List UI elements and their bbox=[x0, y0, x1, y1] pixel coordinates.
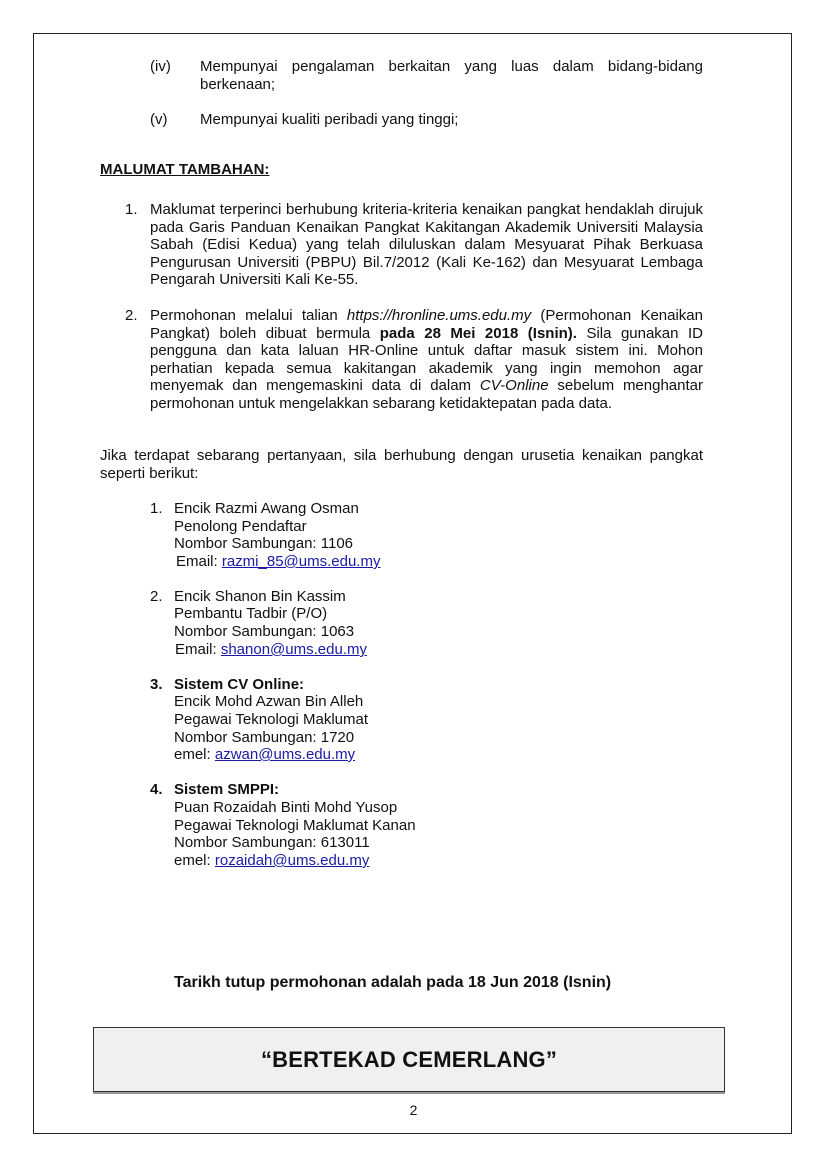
section-heading: MALUMAT TAMBAHAN: bbox=[100, 161, 270, 178]
contact-email-link-2[interactable]: shanon@ums.edu.my bbox=[220, 641, 367, 658]
info-item-2-part3: Sila gunakan ID pengguna dan kata laluan HR-Online untuk daftar masuk sistem ini. Mohon perhatian kepada semua kakitangan akademik yang ingin memohon agar menyemak dan mengemaskini data di dalam bbox=[150, 324, 703, 395]
contact-extension-3: Nombor Sambungan: 1720 bbox=[174, 729, 355, 746]
info-item-2-part2: (Permohonan Kenaikan Pangkat) boleh dibuat bermula bbox=[150, 307, 703, 342]
page-number: 2 bbox=[409, 1102, 418, 1118]
contact-title-4: Sistem SMPPI: bbox=[174, 781, 280, 798]
criteria-text-iv: Mempunyai pengalaman berkaitan yang luas dalam bidang-bidang berkenaan; bbox=[200, 58, 703, 93]
criteria-marker-iv: (iv) bbox=[150, 58, 171, 75]
contact-name-3: Encik Mohd Azwan Bin Alleh bbox=[174, 693, 364, 710]
info-item-number-1: 1. bbox=[125, 201, 138, 218]
closing-date: Tarikh tutup permohonan adalah pada 18 Jun 2018 (Isnin) bbox=[174, 974, 612, 991]
info-item-text-1: Maklumat terperinci berhubung kriteria-kriteria kenaikan pangkat hendaklah dirujuk pada Garis Panduan Kenaikan Pangkat Kakitangan Akademik Universiti Malaysia Sabah (Edisi Kedua) yang telah diluluskan dalam Mesyuarat Pihak Berkuasa Pengurusan Universiti (PBPU) Bil.7/2012 (Kali Ke-162) dan Mesyuarat Lembaga Pengarah Universiti Kali Ke-55. bbox=[150, 201, 703, 289]
contact-email-row-2 bbox=[175, 641, 367, 659]
contact-name-2: Encik Shanon Bin Kassim bbox=[174, 588, 346, 605]
contact-number-2: 2. bbox=[150, 588, 163, 605]
motto-text: “BERTEKAD CEMERLANG” bbox=[260, 1046, 558, 1072]
contact-number-1: 1. bbox=[150, 500, 163, 517]
criteria-text-v: Mempunyai kualiti peribadi yang tinggi; bbox=[200, 111, 459, 128]
contact-position-1: Penolong Pendaftar bbox=[174, 518, 307, 535]
email-label: Email: bbox=[176, 553, 222, 570]
contact-extension-1: Nombor Sambungan: 1106 bbox=[174, 535, 354, 552]
email-label: emel: bbox=[174, 852, 215, 869]
contact-email-row-1 bbox=[176, 553, 380, 571]
contact-email-row-4 bbox=[174, 852, 369, 870]
contact-email-link-3[interactable]: azwan@ums.edu.my bbox=[214, 746, 356, 763]
contact-name-4: Puan Rozaidah Binti Mohd Yusop bbox=[174, 799, 398, 816]
info-item-number-2: 2. bbox=[125, 307, 138, 324]
opening-date: pada 28 Mei 2018 (Isnin). bbox=[379, 324, 577, 342]
email-label: Email: bbox=[175, 641, 221, 658]
criteria-marker-v: (v) bbox=[150, 111, 168, 128]
email-label: emel: bbox=[174, 746, 215, 763]
info-item-2-part1: Permohonan melalui talian bbox=[150, 307, 347, 324]
motto-box bbox=[93, 1027, 725, 1092]
contact-position-4: Pegawai Teknologi Maklumat Kanan bbox=[174, 817, 416, 834]
contact-extension-2: Nombor Sambungan: 1063 bbox=[174, 623, 355, 640]
contact-name-1: Encik Razmi Awang Osman bbox=[174, 500, 359, 517]
contact-position-3: Pegawai Teknologi Maklumat bbox=[174, 711, 368, 728]
contact-email-link-4[interactable]: rozaidah@ums.edu.my bbox=[214, 852, 370, 869]
contact-email-link-1[interactable]: razmi_85@ums.edu.my bbox=[221, 553, 381, 570]
info-item-text-2 bbox=[150, 307, 703, 413]
page-border bbox=[33, 33, 792, 1134]
contact-title-3: Sistem CV Online: bbox=[174, 676, 305, 693]
contact-email-row-3 bbox=[174, 746, 355, 764]
contact-number-3: 3. bbox=[150, 676, 163, 693]
info-item-2-part4: sebelum menghantar permohonan untuk mengelakkan sebarang ketidaktepatan pada data. bbox=[150, 377, 703, 412]
cv-online-term: CV-Online bbox=[479, 377, 549, 395]
contact-number-4: 4. bbox=[150, 781, 163, 798]
contact-position-2: Pembantu Tadbir (P/O) bbox=[174, 605, 328, 622]
contact-extension-4: Nombor Sambungan: 613011 bbox=[174, 834, 370, 851]
hronline-url: https://hronline.ums.edu.my bbox=[346, 307, 532, 324]
contact-intro: Jika terdapat sebarang pertanyaan, sila berhubung dengan urusetia kenaikan pangkat seperti berikut: bbox=[100, 447, 703, 482]
